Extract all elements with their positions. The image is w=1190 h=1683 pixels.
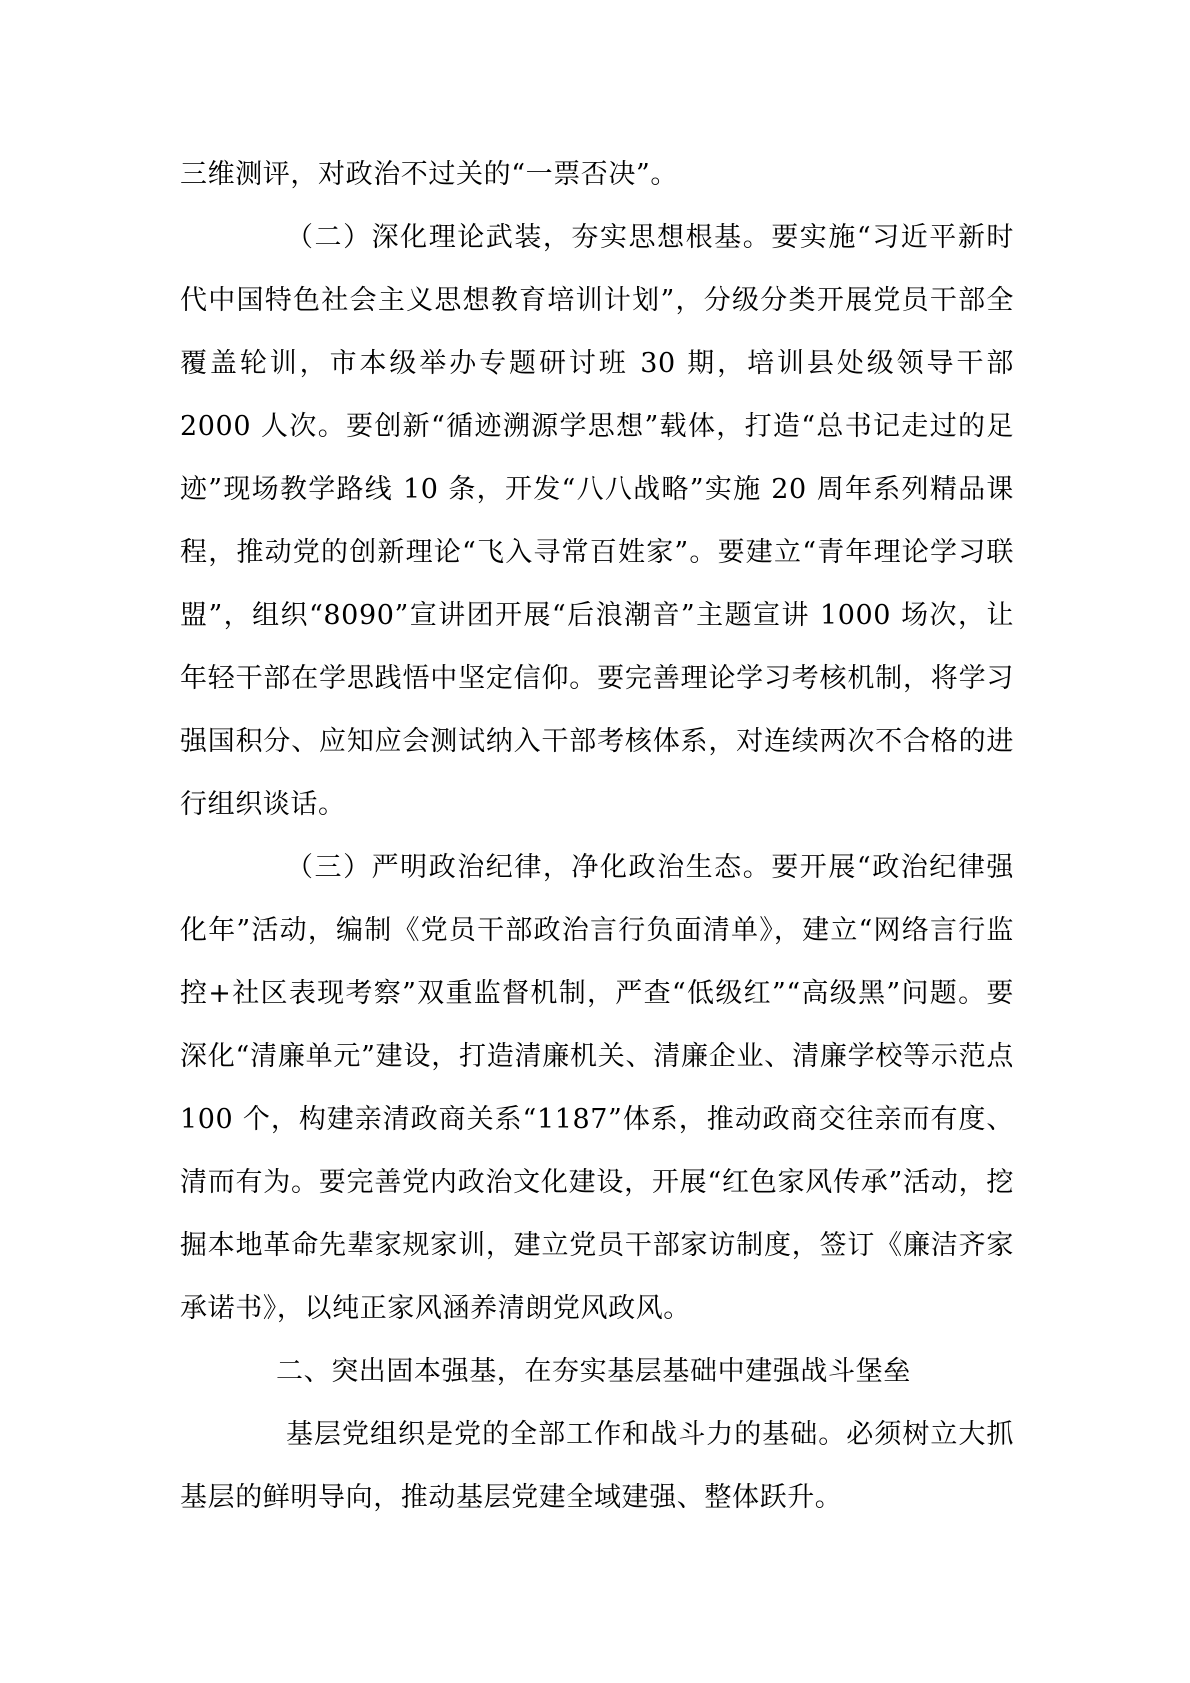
paragraph-section-3-discipline: （三）严明政治纪律，净化政治生态。要开展“政治纪律强化年”活动，编制《党员干部政治言行负面清单》，建立“网络言行监控+社区表现考察”双重监督机制，严查“低级红”“高级黑”问题。要深化“清廉单元”建设，打造清廉机关、清廉企业、清廉学校等示范点 100 个，构建亲清政商关系“1187”体系，推动政商交往亲而有度、清而有为。要完善党内政治文化建设，开展“红色家风传承”活动，挖掘本地革命先辈家规家训，建立党员干部家访制度，签订《廉洁齐家承诺书》，以纯正家风涵养清朗党风政风。 <box>180 852 1014 1324</box>
paragraph-continuation: 三维测评，对政治不过关的“一票否决”。 <box>180 159 679 190</box>
paragraph-intro-2: 基层党组织是党的全部工作和战斗力的基础。必须树立大抓基层的鲜明导向，推动基层党建全域建强、整体跃升。 <box>180 1419 1014 1513</box>
document-body <box>180 143 1014 1529</box>
section-heading-2: 二、突出固本强基，在夯实基层基础中建强战斗堡垒 <box>276 1356 911 1387</box>
paragraph-section-2-theory: （二）深化理论武装，夯实思想根基。要实施“习近平新时代中国特色社会主义思想教育培训计划”，分级分类开展党员干部全覆盖轮训，市本级举办专题研讨班 30 期，培训县处级领导干部 2000 人次。要创新“循迹溯源学思想”载体，打造“总书记走过的足迹”现场教学路线 10 条，开发“八八战略”实施 20 周年系列精品课程，推动党的创新理论“飞入寻常百姓家”。要建立“青年理论学习联盟”，组织“8090”宣讲团开展“后浪潮音”主题宣讲 1000 场次，让年轻干部在学思践悟中坚定信仰。要完善理论学习考核机制，将学习强国积分、应知应会测试纳入干部考核体系，对连续两次不合格的进行组织谈话。 <box>180 222 1014 820</box>
